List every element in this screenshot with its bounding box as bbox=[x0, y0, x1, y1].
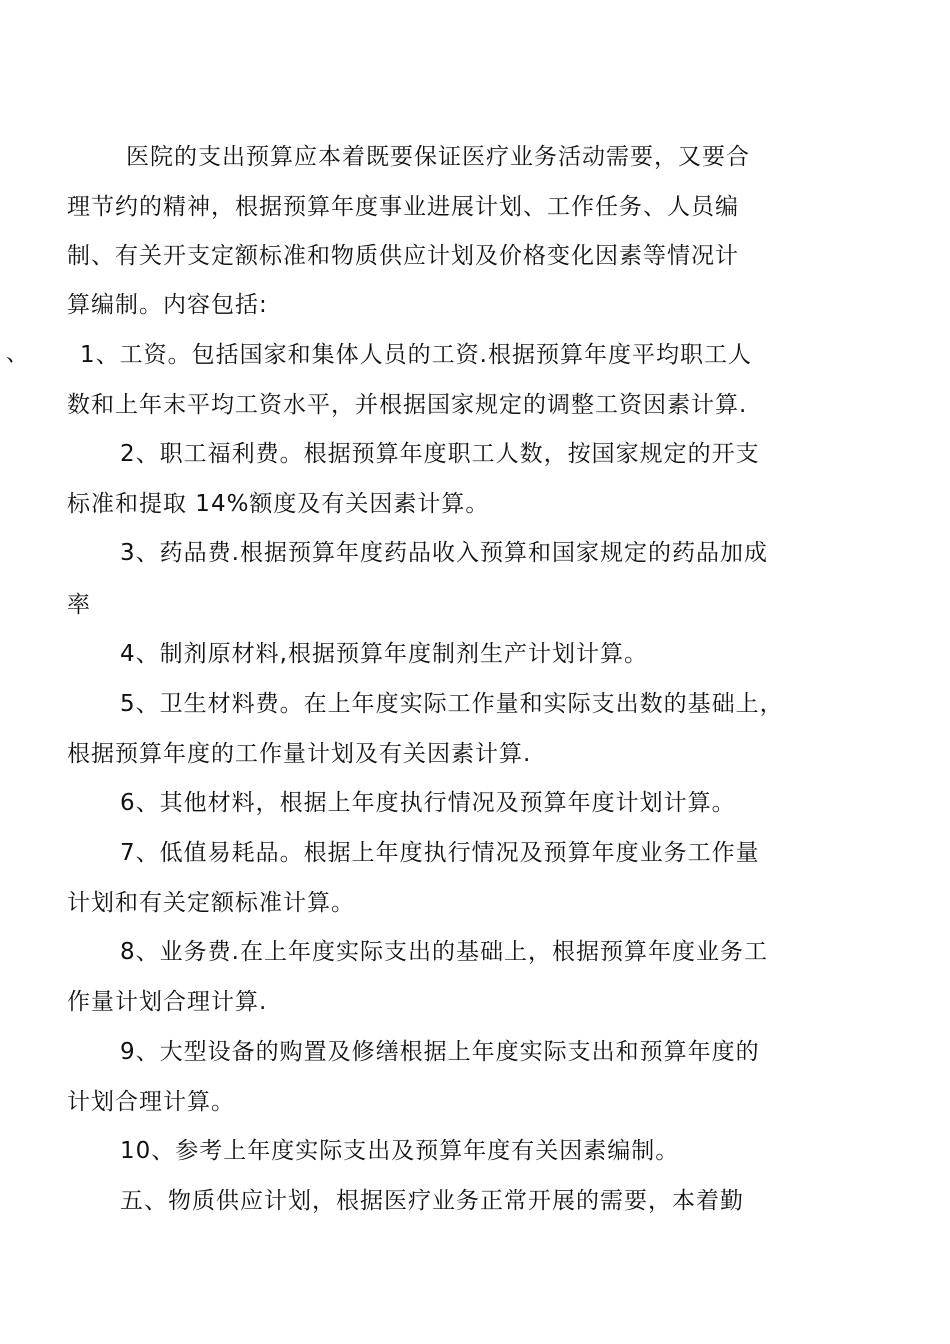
stray-mark: 、 bbox=[6, 342, 29, 367]
list-item-line: 9、大型设备的购置及修缮根据上年度实际支出和预算年度的 bbox=[120, 1039, 760, 1065]
list-item-line: 6、其他材料，根据上年度执行情况及预算年度计划计算。 bbox=[120, 790, 736, 816]
list-item-line: 计划和有关定额标准计算。 bbox=[67, 890, 355, 916]
list-item-line: 计划合理计算。 bbox=[67, 1089, 235, 1115]
section-heading-line: 五、物质供应计划，根据医疗业务正常开展的需要，本着勤 bbox=[120, 1188, 744, 1214]
list-item-line: 5、卫生材料费。在上年度实际工作量和实际支出数的基础上， bbox=[120, 691, 784, 717]
list-item-line: 8、业务费.在上年度实际支出的基础上，根据预算年度业务工 bbox=[120, 939, 768, 965]
paragraph-line: 医院的支出预算应本着既要保证医疗业务活动需要，又要合 bbox=[126, 144, 750, 170]
list-item-line: 10、参考上年度实际支出及预算年度有关因素编制。 bbox=[120, 1138, 680, 1164]
list-item-line: 7、低值易耗品。根据上年度执行情况及预算年度业务工作量 bbox=[120, 840, 760, 866]
list-item-line: 数和上年末平均工资水平，并根据国家规定的调整工资因素计算. bbox=[67, 392, 748, 418]
list-item-line: 4、制剂原材料,根据预算年度制剂生产计划计算。 bbox=[120, 641, 648, 667]
paragraph-line: 算编制。内容包括: bbox=[67, 292, 268, 318]
list-item-line: 根据预算年度的工作量计划及有关因素计算. bbox=[67, 741, 532, 767]
paragraph-line: 制、有关开支定额标准和物质供应计划及价格变化因素等情况计 bbox=[67, 243, 739, 269]
list-item-line: 作量计划合理计算. bbox=[67, 989, 268, 1015]
list-item-line: 率 bbox=[67, 592, 91, 618]
list-item-line: 标准和提取 14%额度及有关因素计算。 bbox=[67, 491, 490, 517]
paragraph-line: 理节约的精神，根据预算年度事业进展计划、工作任务、人员编 bbox=[67, 194, 739, 220]
list-item-line: 1、工资。包括国家和集体人员的工资.根据预算年度平均职工人 bbox=[80, 342, 752, 368]
list-item-line: 3、药品费.根据预算年度药品收入预算和国家规定的药品加成 bbox=[120, 540, 768, 566]
list-item-line: 2、职工福利费。根据预算年度职工人数，按国家规定的开支 bbox=[120, 441, 760, 467]
